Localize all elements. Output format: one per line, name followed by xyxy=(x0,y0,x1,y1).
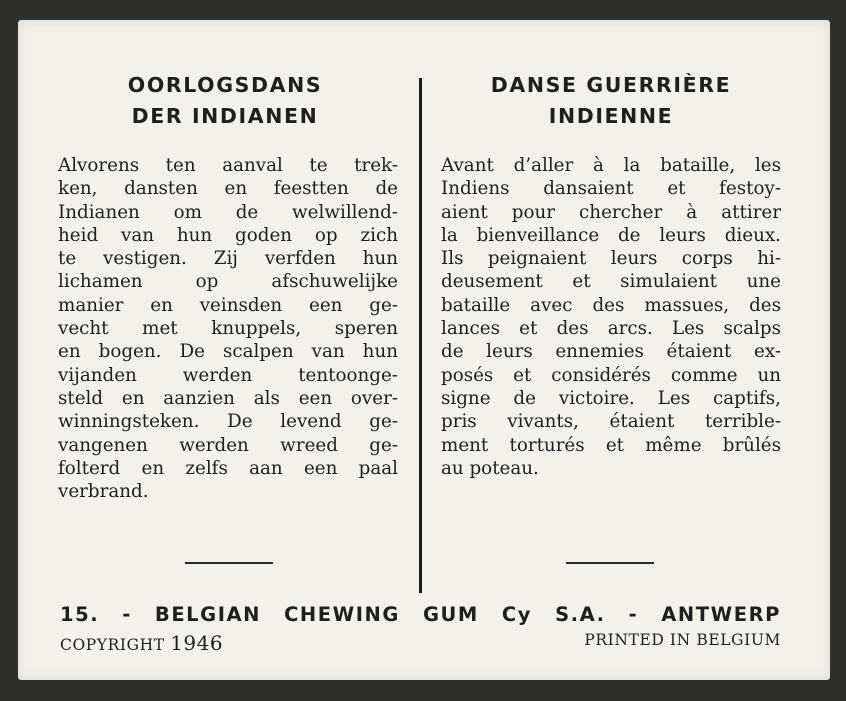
french-text-line: lances et des arcs. Les scalps xyxy=(441,318,781,340)
dutch-text-line: vecht met knuppels, speren xyxy=(58,318,398,340)
dutch-column xyxy=(58,70,398,503)
french-body-text xyxy=(441,154,781,480)
french-text-line: aient pour chercher à attirer xyxy=(441,201,781,223)
printed-notice: PRINTED IN BELGIUM xyxy=(584,631,781,649)
dutch-text-line: folterd en zelfs aan een paal xyxy=(58,457,398,479)
french-text-line: de leurs ennemies étaient ex- xyxy=(441,341,781,363)
dutch-text-line: steld en aanzien als een over- xyxy=(58,387,398,409)
french-text-line: deusement et simulaient une xyxy=(441,271,781,293)
copyright-year: 1946 xyxy=(170,631,224,655)
dutch-text-line: ken, dansten en feestten de xyxy=(58,178,398,200)
dutch-title-line-2: DER INDIANEN xyxy=(131,104,319,128)
french-title-line-2: INDIENNE xyxy=(548,104,674,128)
french-text-line: signe de victoire. Les captifs, xyxy=(441,387,781,409)
french-column xyxy=(441,70,781,479)
french-title xyxy=(441,70,781,132)
french-text-line: au poteau. xyxy=(441,457,539,479)
french-text-line: bataille avec des massues, des xyxy=(441,294,781,316)
footer-subline xyxy=(60,631,781,655)
dutch-text-line: verbrand. xyxy=(58,481,149,503)
left-end-rule xyxy=(185,562,273,564)
dutch-text-line: Indianen om de welwillend- xyxy=(58,201,398,223)
french-text-line: ment torturés et même brûlés xyxy=(441,434,781,456)
dutch-body-text xyxy=(58,154,398,503)
copyright-label: COPYRIGHT xyxy=(60,636,165,654)
dutch-text-line: lichamen op afschuwelijke xyxy=(58,271,398,293)
copyright-notice xyxy=(60,631,223,655)
dutch-text-line: winningsteken. De levend ge- xyxy=(58,411,398,433)
dutch-text-line: heid van hun goden op zich xyxy=(58,224,398,246)
french-text-line: Ils peignaient leurs corps hi- xyxy=(441,248,781,270)
trading-card-back xyxy=(18,20,830,680)
french-title-line-1: DANSE GUERRIÈRE xyxy=(490,73,732,97)
dutch-text-line: vijanden werden tentoonge- xyxy=(58,364,398,386)
french-text-line: pris vivants, étaient terrible- xyxy=(441,411,781,433)
dutch-text-line: en bogen. De scalpen van hun xyxy=(58,341,398,363)
french-text-line: posés et considérés comme un xyxy=(441,364,781,386)
dutch-text-line: te vestigen. Zij verfden hun xyxy=(58,248,398,270)
column-divider xyxy=(419,78,422,593)
publisher-line: 15. - BELGIAN CHEWING GUM Cy S.A. - ANTWERP xyxy=(60,603,781,626)
right-end-rule xyxy=(566,562,654,564)
dutch-text-line: vangenen werden wreed ge- xyxy=(58,434,398,456)
dutch-text-line: Alvorens ten aanval te trek- xyxy=(58,155,398,176)
french-text-line: Avant d’aller à la bataille, les xyxy=(441,155,781,176)
dutch-text-line: manier en veinsden een ge- xyxy=(58,294,398,316)
french-text-line: Indiens dansaient et festoy- xyxy=(441,178,781,200)
dutch-title xyxy=(52,70,398,132)
french-text-line: la bienveillance de leurs dieux. xyxy=(441,224,781,246)
dutch-title-line-1: OORLOGSDANS xyxy=(127,73,323,97)
